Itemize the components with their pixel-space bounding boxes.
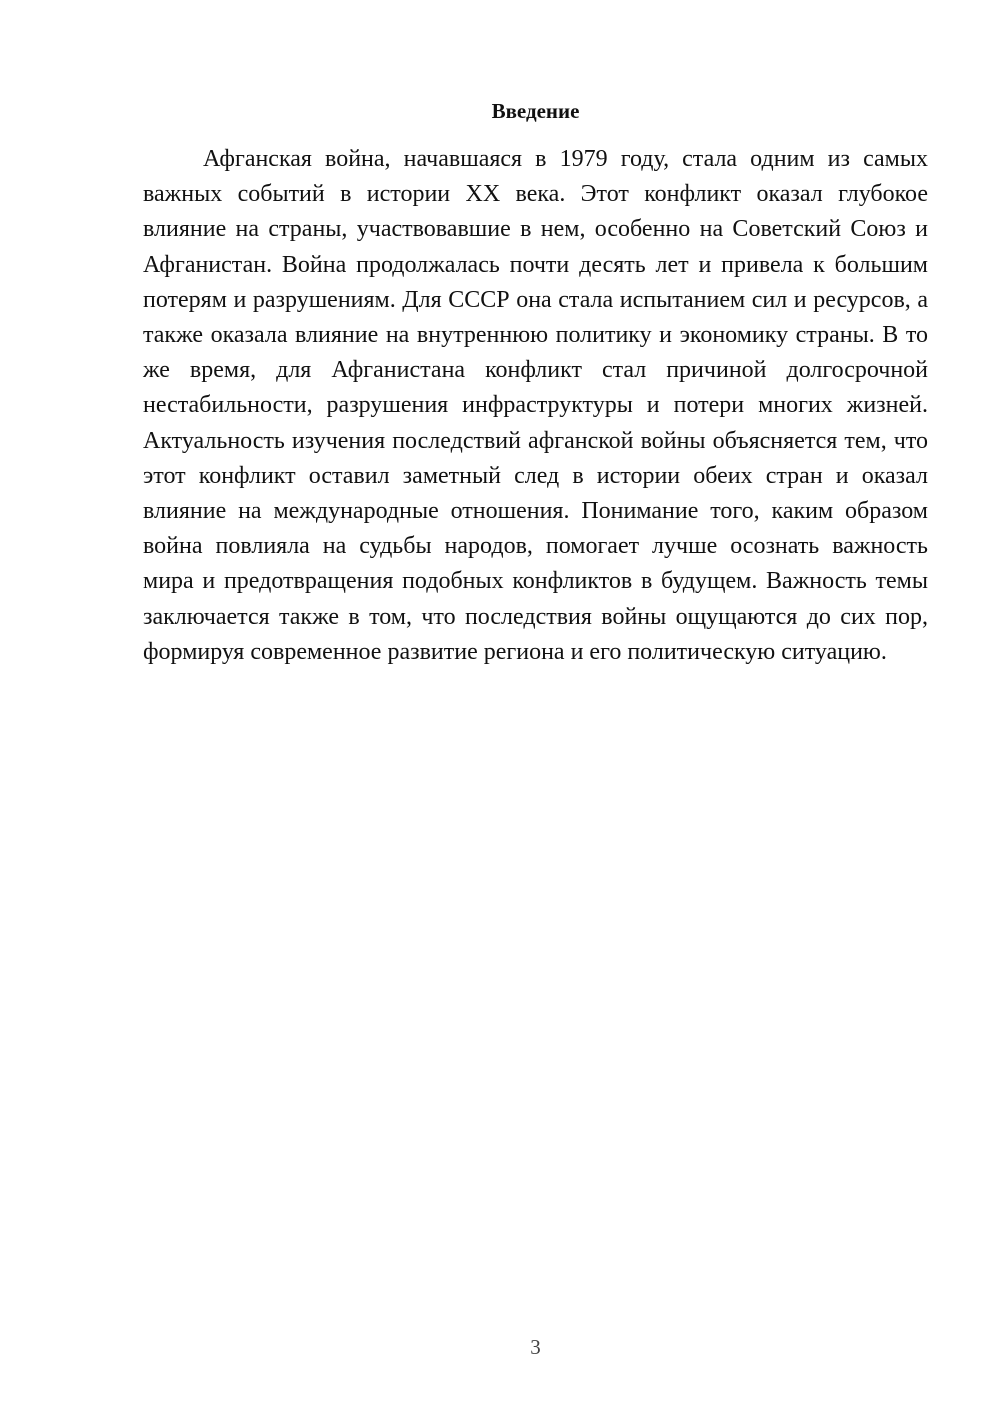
section-heading: Введение bbox=[491, 99, 580, 123]
page-number: 3 bbox=[530, 1335, 541, 1359]
body-paragraph: Афганская война, начавшаяся в 1979 году, стала одним из самых важных событий в истории XX века. Этот конфликт оказал глубокое влияние на страны, участвовавшие в нем, особенно на Советский Союз и Афганистан. Война продолжалась почти десять лет и привела к большим потерям и разрушениям. Для СССР она стала испытанием сил и ресурсов, а также оказала влияние на внутреннюю политику и экономику страны. В то же время, для Афганистана конфликт стал причиной долгосрочной нестабильности, разрушения инфраструктуры и потери многих жизней. Актуальность изучения последствий афганской войны объясняется тем, что этот конфликт оставил заметный след в истории обеих стран и оказал влияние на международные отношения. Понимание того, каким образом война повлияла на судьбы народов, помогает лучше осознать важность мира и предотвращения подобных конфликтов в будущем. Важность темы заключается также в том, что последствия войны ощущаются до сих пор, формируя современное развитие региона и его политическую ситуацию. bbox=[143, 146, 928, 665]
